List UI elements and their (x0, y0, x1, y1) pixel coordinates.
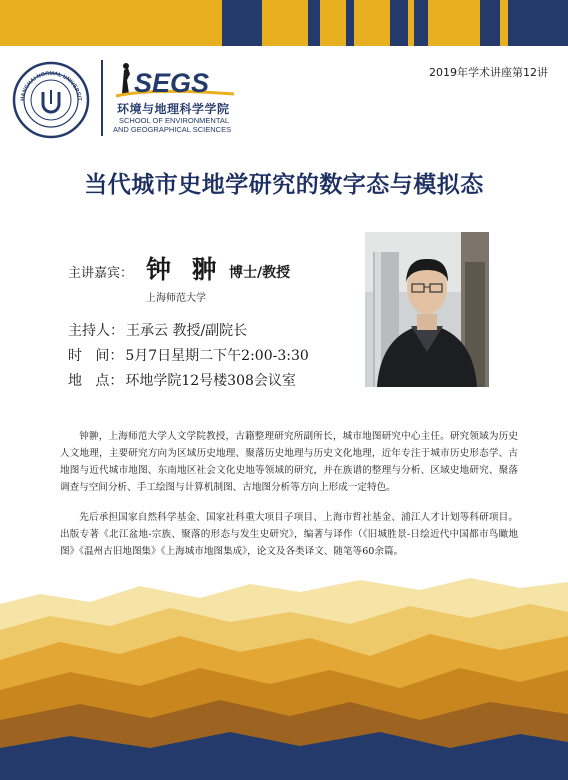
time-value: 5月7日星期二下午2:00-3:30 (125, 348, 309, 364)
seal-text: HANGHAI NORMAL UNIVERSIT (19, 70, 83, 102)
school-name-en-line1: SCHOOL OF ENVIRONMENTAL (119, 116, 230, 125)
time-label: 时 间： (68, 348, 124, 364)
university-seal-icon (12, 61, 90, 139)
bio-paragraph-1: 钟翀，上海师范大学人文学院教授，古籍整理研究所副所长，城市地图研究中心主任。研究领域为历史人文地理，主要研究方向为区域历史地理、聚落历史地理与历史文化地理，近年专注于城市历史形态学、古地图与近代城市地图、东南地区社会文化史地等领域的研究，并在族谱的整理与分析、区域史地研究、聚落调查与空间分析、手工绘图与计算机制图、古地图分析等方向上形成一定特色。 (60, 431, 518, 493)
school-name-en-line2: AND GEOGRAPHICAL SCIENCES (113, 125, 232, 134)
school-name-cn: 环境与地理科学学院 (117, 102, 230, 116)
host-label: 主持人： (68, 323, 124, 339)
mountain-decoration (0, 572, 568, 780)
host-value: 王承云 教授/副院长 (126, 323, 248, 339)
segs-logo-text: SEGS (134, 68, 210, 98)
bio-paragraph-2: 先后承担国家自然科学基金、国家社科重大项目子项目、上海市哲社基金、浦江人才计划等科研项目。出版专著《北江盆地-宗族、聚落的形态与发生史研究》，编著与译作（《旧城胜景-日绘近代中国都市鸟瞰地图》《温州古旧地图集》《上海城市地图集成》，论文及各类译文、随笔等60余篇。 (60, 512, 518, 557)
segs-logo-icon (112, 60, 242, 104)
header-stripe-band (0, 0, 568, 46)
place-row (68, 370, 296, 390)
speaker-affiliation: 上海师范大学 (146, 293, 206, 304)
time-row (68, 345, 309, 365)
speaker-name: 钟 翀 (146, 255, 223, 284)
lecture-title: 当代城市史地学研究的数字态与模拟态 (84, 172, 484, 198)
host-row (68, 320, 247, 340)
place-label: 地 点： (68, 373, 124, 389)
speaker-title: 博士/教授 (229, 265, 291, 281)
lecture-series-label: 2019年学术讲座第12讲 (429, 66, 548, 79)
header-divider (101, 60, 103, 136)
place-value: 环地学院12号楼308会议室 (125, 373, 296, 389)
speaker-label: 主讲嘉宾： (68, 266, 134, 281)
speaker-photo (365, 232, 489, 387)
